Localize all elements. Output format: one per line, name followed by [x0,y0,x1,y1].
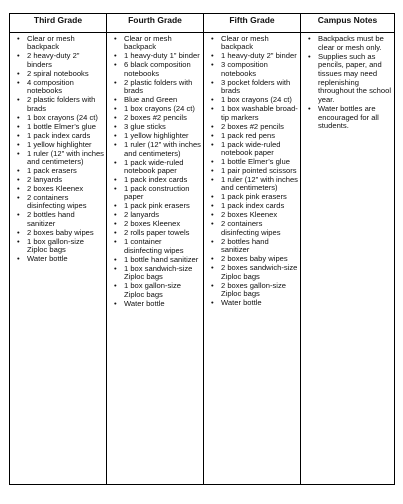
supply-item: • 2 plastic folders with brads [27,96,104,113]
supply-item: • 2 bottles hand sanitizer [27,211,104,228]
header-row [10,14,395,33]
supply-item: • Water bottle [221,299,298,307]
supply-item: • 2 boxes #2 pencils [221,123,298,131]
supply-item: • 2 boxes Kleenex [27,185,104,193]
fifth-grade-header: Fifth Grade [204,14,301,33]
supply-item: • 2 boxes sandwich-size Ziploc bags [221,264,298,281]
supply-item: • 2 containers disinfecting wipes [27,194,104,211]
supply-item: • Clear or mesh backpack [124,35,201,52]
supply-item: • Water bottle [124,300,201,308]
supply-item: • 3 glue sticks [124,123,201,131]
supply-list-table [9,13,394,487]
supply-item: • 2 boxes baby wipes [221,255,298,263]
fourth-grade-cell [107,33,204,485]
supply-item: • 2 bottles hand sanitizer [221,238,298,255]
supply-item: • 1 bottle Elmer’s glue [27,123,104,131]
supply-item: • Clear or mesh backpack [27,35,104,52]
supply-item: • 1 pack erasers [27,167,104,175]
supply-item: • 1 pack wide-ruled notebook paper [124,159,201,176]
third-grade-cell [10,33,107,485]
supply-table [9,13,395,485]
supply-item: • 1 pack index cards [27,132,104,140]
campus-notes-cell [301,33,395,485]
third-grade-header: Third Grade [10,14,107,33]
supply-item: • 1 yellow highlighter [27,141,104,149]
supply-item: • 1 box crayons (24 ct) [27,114,104,122]
supply-item: • 1 container disinfecting wipes [124,238,201,255]
supply-item: • 1 box crayons (24 ct) [124,105,201,113]
fourth-grade-list [107,35,203,308]
supply-item: • 2 boxes baby wipes [27,229,104,237]
campus-notes-list [301,35,394,131]
supply-item: • 1 bottle Elmer’s glue [221,158,298,166]
supply-item: • 1 ruler (12" with inches and centimeters) [124,141,201,158]
supply-item: • 1 box gallon-size Ziploc bags [27,238,104,255]
campus-note-item: • Backpacks must be clear or mesh only. [318,35,392,52]
supply-item: • 1 pair pointed scissors [221,167,298,175]
campus-note-item: • Supplies such as pencils, paper, and tissues may need replenishing throughout the school year. [318,53,392,105]
supply-item: • 1 box gallon-size Ziploc bags [124,282,201,299]
campus-notes-header: Campus Notes [301,14,395,33]
supply-item: • 2 heavy-duty 2" binders [27,52,104,69]
supply-item: • 1 pack index cards [221,202,298,210]
supply-item: • 2 lanyards [27,176,104,184]
supply-item: • 2 boxes Kleenex [221,211,298,219]
supply-item: • 2 boxes #2 pencils [124,114,201,122]
supply-item: • 1 pack construction paper [124,185,201,202]
content-row [10,33,395,485]
supply-item: • 2 plastic folders with brads [124,79,201,96]
supply-item: • 1 ruler (12" with inches and centimeters) [221,176,298,193]
supply-item: • 1 ruler (12" with inches and centimeters) [27,150,104,167]
supply-item: • 1 box sandwich-size Ziploc bags [124,265,201,282]
supply-item: • 1 box washable broad-tip markers [221,105,298,122]
supply-item: • 3 composition notebooks [221,61,298,78]
fifth-grade-list [204,35,300,307]
supply-item: • 2 lanyards [124,211,201,219]
supply-item: • 3 pocket folders with brads [221,79,298,96]
campus-note-item: • Water bottles are encouraged for all students. [318,105,392,131]
supply-item: • 2 spiral notebooks [27,70,104,78]
supply-item: • 2 boxes Kleenex [124,220,201,228]
supply-item: • 1 pack index cards [124,176,201,184]
supply-item: • 1 bottle hand sanitizer [124,256,201,264]
supply-item: • Blue and Green [124,96,201,104]
supply-item: • 1 pack pink erasers [221,193,298,201]
third-grade-list [10,35,106,264]
supply-item: • 1 heavy-duty 1" binder [124,52,201,60]
supply-item: • 6 black composition notebooks [124,61,201,78]
supply-item: • 2 boxes gallon-size Ziploc bags [221,282,298,299]
supply-item: • 1 box crayons (24 ct) [221,96,298,104]
supply-item: • 4 composition notebooks [27,79,104,96]
supply-item: • Clear or mesh backpack [221,35,298,52]
supply-item: • 1 pack wide-ruled notebook paper [221,141,298,158]
supply-item: • 1 pack pink erasers [124,202,201,210]
supply-item: • 1 pack red pens [221,132,298,140]
supply-item: • Water bottle [27,255,104,263]
supply-item: • 2 rolls paper towels [124,229,201,237]
fourth-grade-header: Fourth Grade [107,14,204,33]
supply-item: • 2 containers disinfecting wipes [221,220,298,237]
supply-item: • 1 heavy-duty 2" binder [221,52,298,60]
fifth-grade-cell [204,33,301,485]
supply-item: • 1 yellow highlighter [124,132,201,140]
